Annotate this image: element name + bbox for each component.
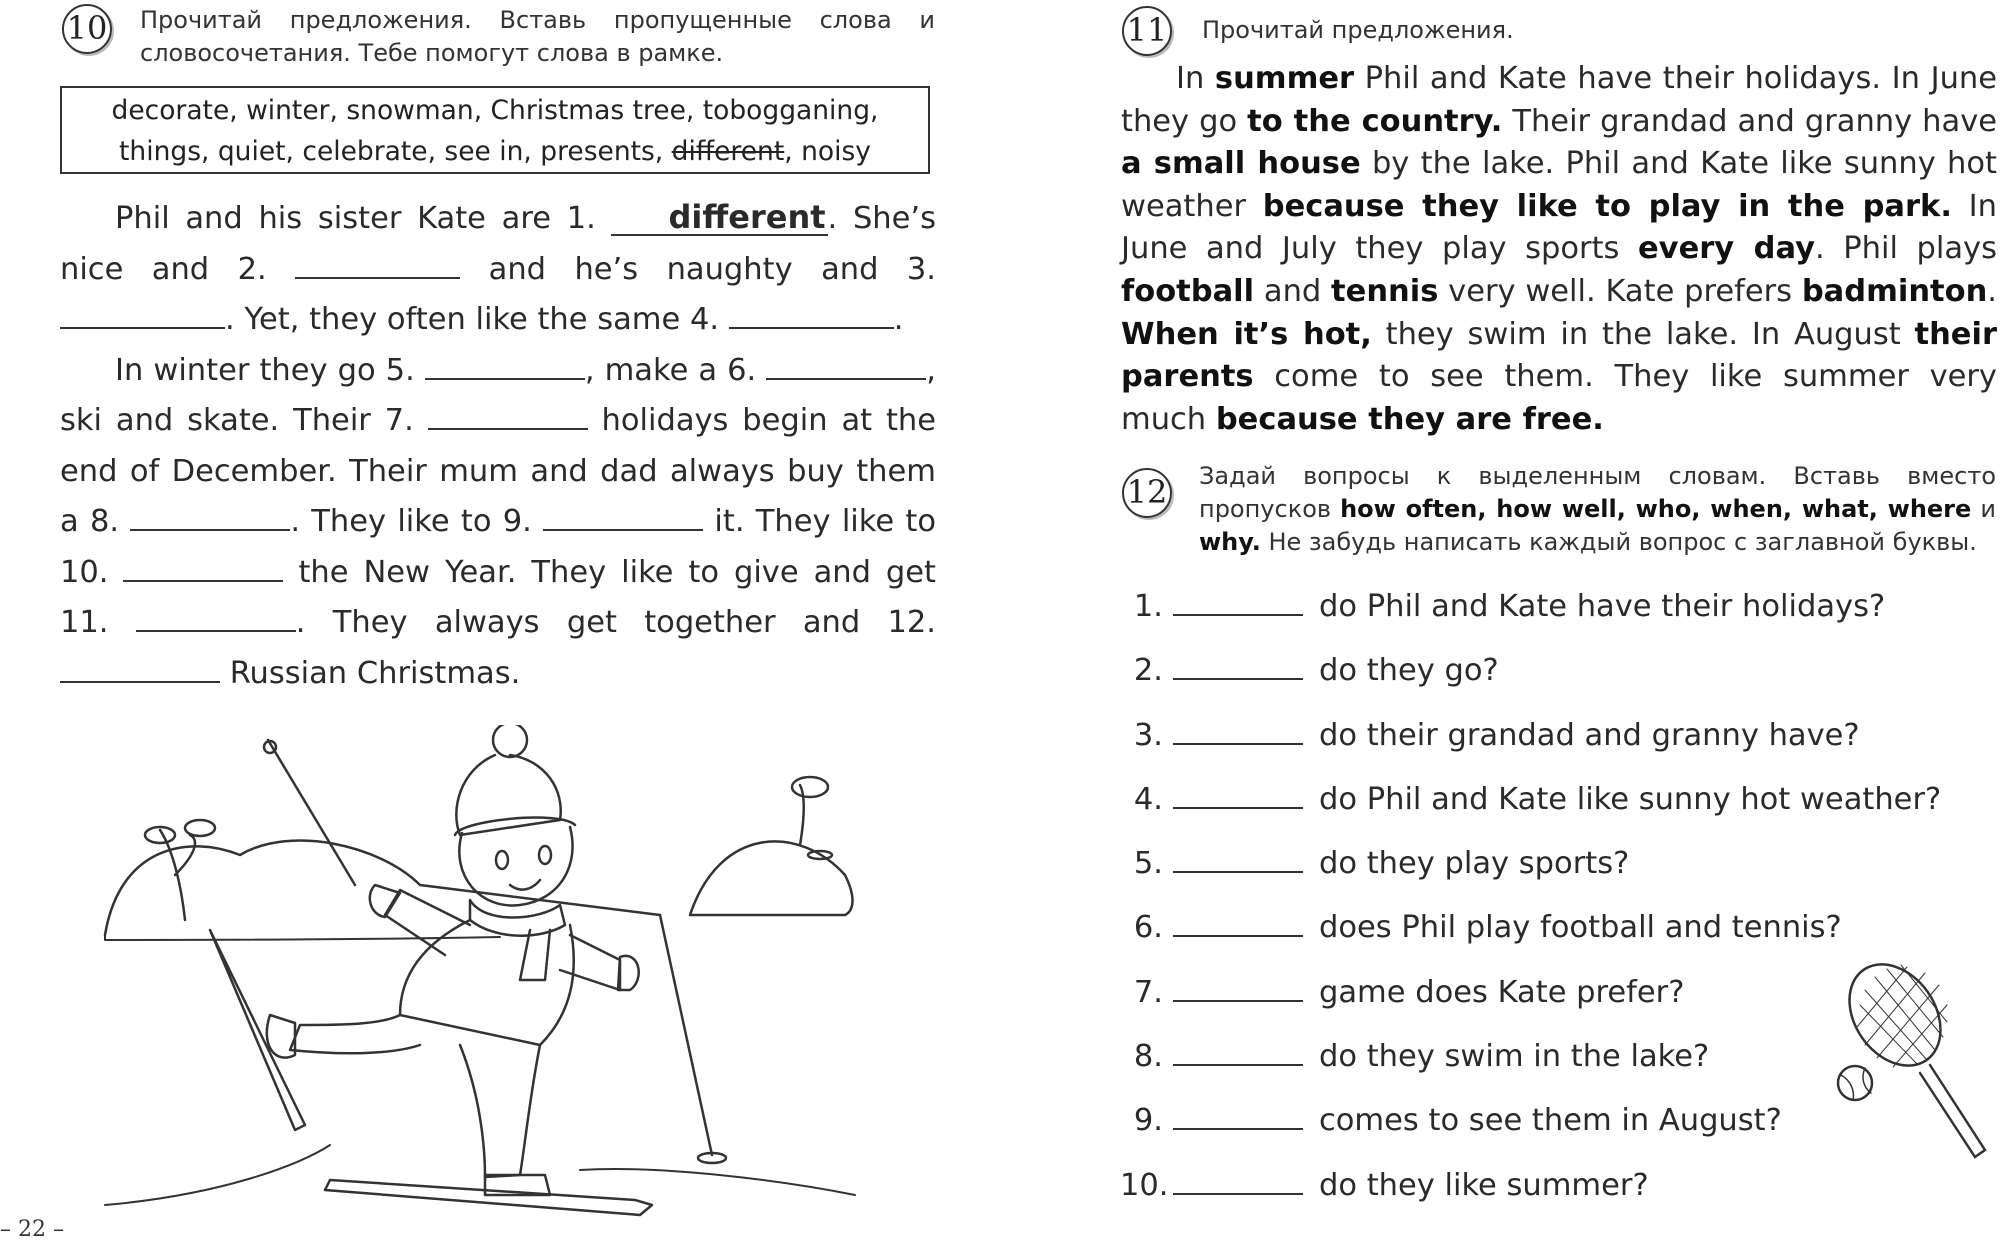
highlighted-phrase: tennis [1331,273,1439,309]
blank-10[interactable] [123,554,283,582]
question-number: 1. [1133,589,1163,624]
question-number: 8. [1133,1039,1163,1075]
story-text: . Phil plays [1815,231,1997,267]
question-number: 7. [1133,974,1163,1010]
question-blank[interactable] [1173,652,1303,680]
question-text: do they play sports? [1319,846,1630,882]
tennis-racket-illustration [1835,955,1995,1165]
task-10-number: 10 [62,4,112,54]
question-text: does Phil play football and tennis? [1319,910,1842,946]
question-blank[interactable] [1173,1038,1303,1066]
arm-right [560,935,620,990]
highlighted-phrase: When it’s hot, [1121,316,1372,352]
highlighted-phrase: badminton [1801,273,1988,309]
blank-7[interactable] [428,402,588,430]
blank-6[interactable] [766,352,926,380]
highlighted-phrase: because they like to play in the park. [1262,188,1952,224]
arm-left [385,890,470,955]
snow-track [105,1145,855,1205]
blank-4[interactable] [729,301,894,329]
question-blank[interactable] [1173,909,1303,937]
eye-right [539,846,551,864]
blank-3[interactable] [60,301,225,329]
hat-pompom [493,725,527,757]
question-number: 6. [1133,910,1163,946]
page-number: – 22 – [0,1217,64,1242]
left-page [0,0,960,1243]
question-row [1120,1161,2000,1225]
question-text: do they go? [1319,653,1499,689]
question-number: 2. [1133,653,1163,689]
question-number: 9. [1133,1103,1163,1139]
question-text: do Phil and Kate have their holidays? [1319,589,1886,624]
glove-left [370,885,400,917]
eye-left [496,851,508,869]
question-row [1120,775,2000,839]
right-page [1100,0,2000,1243]
story-text: very well. Kate prefers [1438,273,1802,309]
highlighted-phrase: a small house [1121,146,1361,182]
leg-left [290,1015,420,1053]
task-11-instruction: Прочитай предложения. [1202,16,1514,44]
highlighted-phrase: every day [1638,231,1816,267]
paragraph-2: In winter they go 5. , make a 6. , ski and skate. Their 7. holidays begin at the end of December. Their mum and dad always buy them a 8. . They like to 9. it. They like to 10. the New Year. They like to give and get 11. . They always get together and 12. Russian Christmas. [60,352,936,691]
question-row [1120,646,2000,710]
task-12-instruction: Задай вопросы к выделенным словам. Вставь вместо пропусков how often, how well, who, when, what, where и why. Не забудь написать каждый вопрос с заглавной буквы. [1199,462,1996,556]
task-10-instruction: Прочитай предложения. Вставь пропущенные слова и словосочетания. Тебе помогут слова в рамке. [140,6,935,67]
task-11-number: 11 [1122,6,1172,56]
pole-left [268,740,355,885]
mouth [510,880,540,890]
story-text: . [1987,273,1997,309]
story-text: by the lake. Phil and Kate like sunny hot weather [1121,146,1997,224]
skier-illustration [100,725,860,1220]
blank-8[interactable] [130,503,290,531]
blank-5[interactable] [425,352,585,380]
racket-head [1835,955,1959,1083]
task-10-text [60,194,936,699]
story-text: come to see them. They like summer very much [1121,359,1997,437]
task-11-text [1121,58,1997,441]
tennis-ball [1838,1066,1872,1100]
story-paragraph [1121,58,1997,441]
highlighted-phrase: their parents [1121,316,1997,395]
question-number: 4. [1133,781,1163,817]
question-blank[interactable] [1173,717,1303,745]
story-text: Their grandad and granny have [1502,103,1998,139]
shrub-leaf-3 [792,777,828,797]
question-number: 5. [1133,846,1163,882]
blank-9[interactable] [543,503,703,531]
question-row [1120,711,2000,775]
question-text: do their grandad and granny have? [1319,717,1860,753]
face [459,827,572,905]
ski-right [325,1180,652,1215]
racket-handle [1920,1065,1985,1157]
hat [456,755,560,835]
question-blank[interactable] [1173,781,1303,809]
question-text: do Phil and Kate like sunny hot weather? [1319,781,1942,817]
highlighted-phrase: to the country. [1247,103,1503,139]
question-number: 3. [1133,717,1163,753]
highlighted-phrase: football [1121,273,1255,309]
question-row [1120,839,2000,903]
blank-11[interactable] [136,604,296,632]
shrub-2 [800,785,804,845]
struck-word: different [671,136,785,167]
question-text: comes to see them in August? [1319,1103,1782,1139]
story-text: they swim in the lake. In August [1371,316,1915,352]
blank-2[interactable] [295,251,460,279]
question-text: do they swim in the lake? [1319,1039,1710,1075]
question-row [1120,582,2000,646]
question-text: game does Kate prefer? [1319,974,1685,1010]
question-blank[interactable] [1173,974,1303,1002]
question-blank[interactable] [1173,1102,1303,1130]
shrub-leaf-2 [185,820,215,836]
highlighted-phrase: summer [1214,61,1355,96]
story-text: In [1176,61,1215,96]
question-blank[interactable] [1173,588,1303,616]
leg-right [460,1045,540,1177]
task-12-number: 12 [1122,468,1172,518]
answer-1-filled: different [611,200,827,236]
word-box-line-2: things, quiet, celebrate, see in, presents, different, noisy [119,136,871,167]
story-text: and [1254,273,1332,309]
paragraph-1: Phil and his sister Kate are 1. different. She’s nice and 2. and he’s naughty and 3. . Yet, they often like the same 4. . [60,198,936,337]
word-box [60,86,930,174]
scarf-end [520,930,550,980]
pole-right [660,915,712,1155]
question-blank[interactable] [1173,1167,1303,1195]
word-box-line-1: decorate, winter, snowman, Christmas tree, tobogganing, [111,95,879,126]
ski-left [210,930,305,1130]
blank-12[interactable] [60,655,220,683]
question-text: do they like summer? [1319,1167,1649,1203]
story-text: In June and July they play sports [1121,188,1997,267]
highlighted-phrase: because they are free. [1215,401,1604,437]
story-text: Phil and Kate have their holidays. In June they go [1121,61,1997,139]
question-blank[interactable] [1173,845,1303,873]
question-number: 10. [1120,1167,1169,1203]
